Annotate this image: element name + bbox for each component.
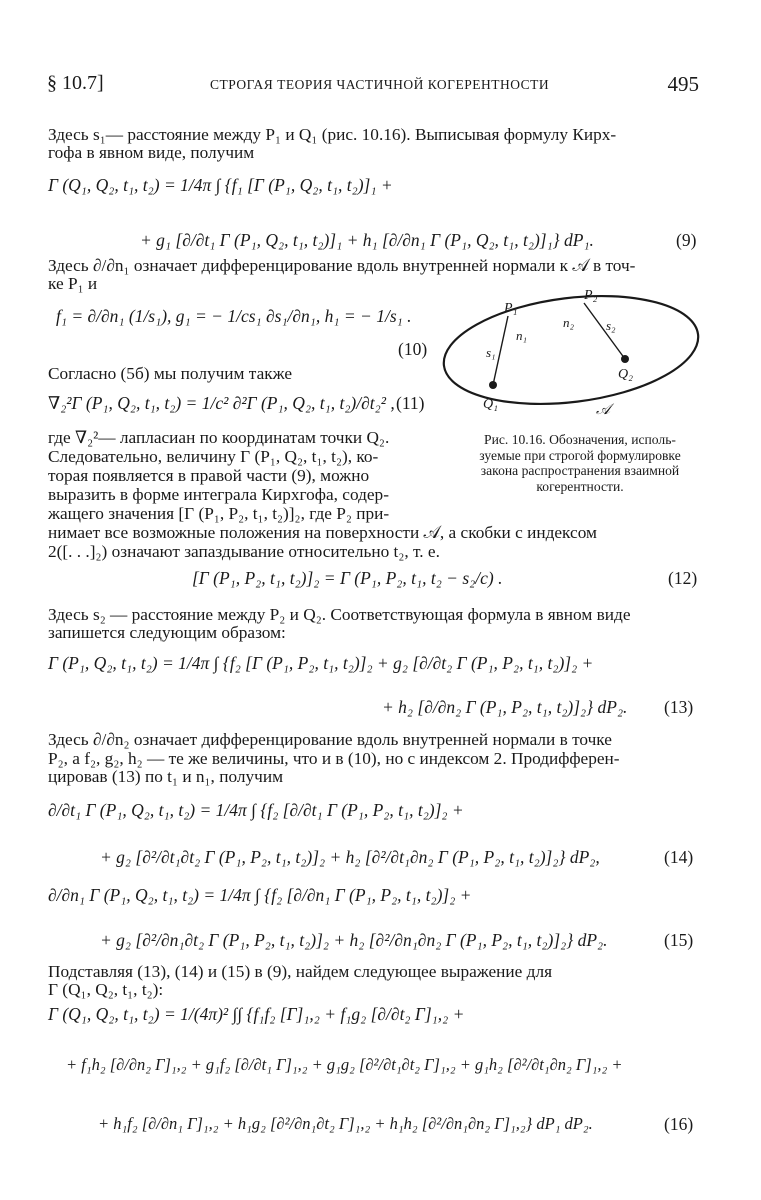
equation-14-line-2: + g₂ [∂²/∂t₁∂t₂ Γ (P₁, P₂, t₁, t₂)]₂ + h₂ [∂²/∂t₁∂n₂ Γ (P₁, P₂, t₁, t₂)]₂} dP₂, <box>100 847 600 867</box>
equation-9-line-1: Γ (Q₁, Q₂, t₁, t₂) = 1/4π ∫ {f₁ [Γ (P₁, Q₂, t₁, t₂)]₁ + <box>48 175 393 195</box>
equation-number: (16) <box>664 1114 694 1134</box>
caption-line: Рис. 10.16. Обозначения, исполь- <box>484 432 676 447</box>
surface-ellipse <box>438 283 704 417</box>
paragraph-line: выразить в форме интеграла Кирхгофа, содер- <box>48 485 389 504</box>
paragraph-line: Подставляя (13), (14) и (15) в (9), найдем следующее выражение для <box>48 962 553 981</box>
paragraph-line: гофа в явном виде, получим <box>48 143 255 162</box>
paragraph-line: 2([. . .]₂) означают запаздывание относительно t₂, т. е. <box>48 542 440 561</box>
label-s2: s₂ <box>606 318 616 333</box>
equation-number: (15) <box>664 930 694 950</box>
paragraph-line: торая появляется в правой части (9), можно <box>48 466 370 485</box>
equation-13-line-2: + h₂ [∂/∂n₂ Γ (P₁, P₂, t₁, t₂)]₂} dP₂. <box>382 697 628 717</box>
label-n2: n₂ <box>563 315 575 330</box>
paragraph-line: ке P₁ и <box>48 274 98 293</box>
label-P1: P₁ <box>504 301 518 316</box>
paragraph-line: где ∇₂²— лапласиан по координатам точки Q₂. <box>48 428 390 447</box>
paragraph-line: Здесь ∂/∂n₂ означает дифференцирование вдоль внутренней нормали в точке <box>48 730 612 749</box>
point-Q1 <box>489 381 497 389</box>
caption-line: закона распространения взаимной <box>480 463 680 478</box>
equation-9-line-2: + g₁ [∂/∂t₁ Γ (P₁, Q₂, t₁, t₂)]₁ + h₁ [∂/∂n₁ Γ (P₁, Q₂, t₁, t₂)]₁} dP₁. <box>140 230 594 250</box>
running-title: СТРОГАЯ ТЕОРИЯ ЧАСТИЧНОЙ КОГЕРЕНТНОСТИ <box>210 77 550 92</box>
equation-16-line-3: + h₁f₂ [∂/∂n₁ Γ]₁,₂ + h₁g₂ [∂²/∂n₁∂t₂ Γ]₁,₂ + h₁h₂ [∂²/∂n₁∂n₂ Γ]₁,₂} dP₁ dP₂. <box>98 1114 593 1133</box>
point-Q2 <box>621 355 629 363</box>
equation-15-line-1: ∂/∂n₁ Γ (P₁, Q₂, t₁, t₂) = 1/4π ∫ {f₂ [∂/∂n₁ Γ (P₁, P₂, t₁, t₂)]₂ + <box>48 885 472 905</box>
equation-number: (10) <box>398 339 428 359</box>
equation-13-line-1: Γ (P₁, Q₂, t₁, t₂) = 1/4π ∫ {f₂ [Γ (P₁, P₂, t₁, t₂)]₂ + g₂ [∂/∂t₂ Γ (P₁, P₂, t₁, t₂)]₂ + <box>48 653 594 673</box>
paragraph-line: Следовательно, величину Γ (P₁, Q₂, t₁, t₂), ко- <box>48 447 379 466</box>
paragraph-line: запишется следующим образом: <box>48 623 286 642</box>
label-Q1: Q₁ <box>483 397 498 412</box>
paragraph-line: Согласно (5б) мы получим также <box>48 364 293 383</box>
figure-10-16-diagram <box>438 282 708 422</box>
equation-12: [Γ (P₁, P₂, t₁, t₂)]₂ = Γ (P₁, P₂, t₁, t₂ − s₂/c) . <box>192 568 503 588</box>
equation-15-line-2: + g₂ [∂²/∂n₁∂t₂ Γ (P₁, P₂, t₁, t₂)]₂ + h₂ [∂²/∂n₁∂n₂ Γ (P₁, P₂, t₁, t₂)]₂} dP₂. <box>100 930 608 950</box>
paragraph-line: P₂, а f₂, g₂, h₂ — те же величины, что и в (10), но с индексом 2. Продифферен- <box>48 749 620 768</box>
equation-16-line-2: + f₁h₂ [∂/∂n₂ Γ]₁,₂ + g₁f₂ [∂/∂t₁ Γ]₁,₂ + g₁g₂ [∂²/∂t₁∂t₂ Γ]₁,₂ + g₁h₂ [∂²/∂t₁∂n₂ Γ]₁,₂ + <box>66 1055 623 1074</box>
equation-11: ∇₂²Γ (P₁, Q₂, t₁, t₂) = 1/c² ∂²Γ (P₁, Q₂, t₁, t₂)/∂t₂² , <box>48 393 395 413</box>
equation-14-line-1: ∂/∂t₁ Γ (P₁, Q₂, t₁, t₂) = 1/4π ∫ {f₂ [∂/∂t₁ Γ (P₁, P₂, t₁, t₂)]₂ + <box>48 800 464 820</box>
paragraph-line: Здесь s₁— расстояние между P₁ и Q₁ (рис. 10.16). Выписывая формулу Кирх- <box>48 125 617 144</box>
equation-number: (12) <box>668 568 698 588</box>
segment-s2 <box>584 303 625 359</box>
label-s1: s₁ <box>486 345 496 360</box>
paragraph-line: нимает все возможные положения на поверхности 𝒜, а скобки с индексом <box>48 523 597 542</box>
equation-number: (9) <box>676 230 697 250</box>
caption-line: зуемые при строгой формулировке <box>479 447 681 463</box>
paragraph-line: Здесь s₂ — расстояние между P₂ и Q₂. Соответствующая формула в явном виде <box>48 605 631 624</box>
paragraph-line: цировав (13) по t₁ и n₁, получим <box>48 767 284 786</box>
equation-10: f₁ = ∂/∂n₁ (1/s₁), g₁ = − 1/cs₁ ∂s₁/∂n₁, h₁ = − 1/s₁ . <box>56 306 412 326</box>
equation-number: (14) <box>664 847 694 867</box>
label-n1: n₁ <box>516 328 528 343</box>
label-A: 𝒜 <box>596 402 611 418</box>
label-P2: P₂ <box>584 288 598 303</box>
paragraph-line: Здесь ∂/∂n₁ означает дифференцирование вдоль внутренней нормали к 𝒜 в точ- <box>48 256 636 275</box>
equation-number: (13) <box>664 697 694 717</box>
figure-caption <box>446 432 714 494</box>
equation-number: (11) <box>396 393 425 413</box>
paragraph-line: Γ (Q₁, Q₂, t₁, t₂): <box>48 980 164 999</box>
section-reference: § 10.7] <box>47 72 104 94</box>
caption-line: когерентности. <box>536 478 624 494</box>
label-Q2: Q₂ <box>618 367 633 382</box>
equation-16-line-1: Γ (Q₁, Q₂, t₁, t₂) = 1/(4π)² ∫∫ {f₁f₂ [Γ]₁,₂ + f₁g₂ [∂/∂t₂ Γ]₁,₂ + <box>48 1004 465 1024</box>
paragraph-line: жащего значения [Γ (P₁, P₂, t₁, t₂)]₂, где P₂ при- <box>48 504 390 523</box>
page-number: 495 <box>667 72 699 96</box>
